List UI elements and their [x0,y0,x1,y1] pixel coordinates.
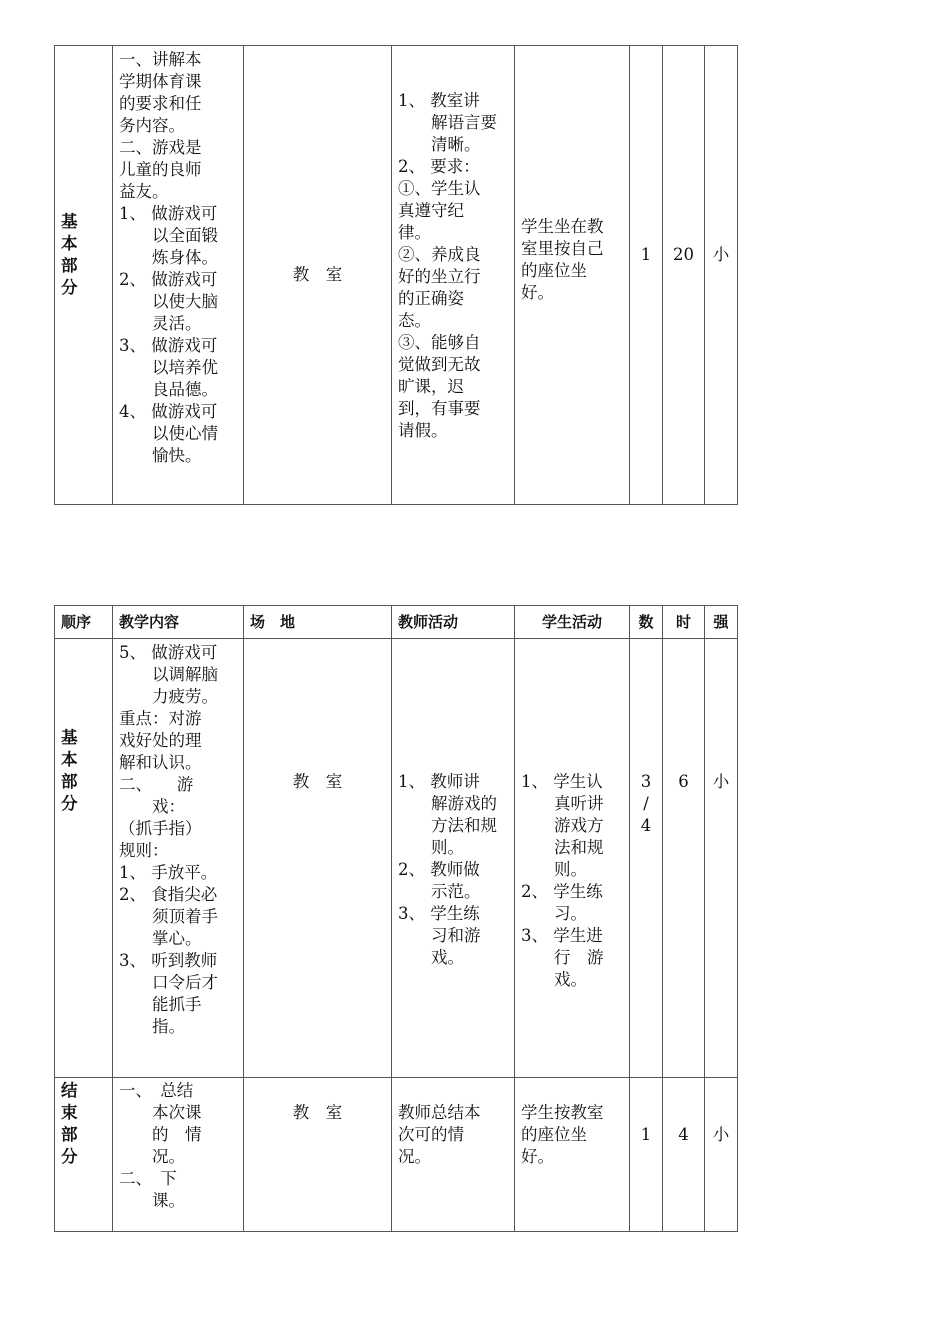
text-line: 行 游 [521,948,604,967]
text-line: 学生按教室 [521,1103,604,1122]
text-line: 分 [61,794,78,813]
text-line: 指。 [119,1017,185,1036]
text-line: 以培养优 [119,358,218,377]
text-line: 部 [61,256,78,275]
text-line: 请假。 [398,421,448,440]
text-line: 1、 教师讲 [398,772,480,791]
table-row [55,1078,738,1232]
text-line: 示范。 [398,882,481,901]
text-line: 1、 教室讲 [398,91,480,110]
text-line: 结 [61,1081,78,1100]
teacher-activity-cell [392,1078,515,1232]
text-line: 本 [61,750,78,769]
text-line: 方法和规 [398,816,497,835]
text-line: 2、 学生练 [521,882,603,901]
intensity-text: 小 [712,772,730,791]
text-line: 一、讲解本 [119,50,202,69]
text-line: 律。 [398,223,431,242]
text-line: 清晰。 [398,135,481,154]
content-cell [113,639,244,1078]
text-line: 戏： [119,797,185,816]
text-line: 则。 [521,860,587,879]
time-cell [663,639,705,1078]
text-line: 以使心情 [119,424,218,443]
text-line: 3、 做游戏可 [119,336,218,355]
location-cell [244,46,392,505]
text-line: 解游戏的 [398,794,497,813]
text-line: 2、 做游戏可 [119,270,218,289]
text-line: 课。 [119,1191,185,1210]
header-teacher-activity: 教师活动 [392,606,515,639]
text-line: 1、 做游戏可 [119,204,218,223]
text-line: 本次课 [119,1103,202,1122]
header-time: 时 [663,606,705,639]
location-text: 教 室 [292,772,343,791]
teacher-activity-cell [392,639,515,1078]
text-line: 能抓手 [119,995,202,1014]
text-line: 的正确姿 [398,289,464,308]
student-activity-cell [515,46,630,505]
text-line: 到，有事要 [398,399,481,418]
text-line: 愉快。 [119,446,202,465]
text-line: 的座位坐 [521,261,587,280]
text-line: 习和游 [398,926,481,945]
lesson-table-1 [54,45,738,505]
text-line: 室里按自己 [521,239,604,258]
text-line: 良品德。 [119,380,218,399]
text-line: 一、 总结 [119,1081,194,1100]
text-line: 真听讲 [521,794,604,813]
text-line: 4 [640,816,652,835]
text-line: 炼身体。 [119,248,218,267]
time-text: 6 [678,772,689,791]
text-line: 本 [61,234,78,253]
text-line: （抓手指） [119,819,202,838]
text-line: 规则： [119,841,169,860]
table-row [55,46,738,505]
text-line: 3 [640,772,652,791]
text-line: 1 [640,1125,652,1144]
text-line: ②、养成良 [398,245,481,264]
header-intensity: 强 [705,606,738,639]
text-line: 学期体育课 [119,72,202,91]
text-line: 况。 [119,1147,185,1166]
text-line: 解和认识。 [119,753,202,772]
text-line: 戏。 [521,970,587,989]
text-line: 5、 做游戏可 [119,643,218,662]
section-label [55,639,113,1078]
lesson-table-2 [54,605,738,1232]
text-line: 分 [61,1147,78,1166]
text-line: 部 [61,772,78,791]
text-line: 次可的情 [398,1125,464,1144]
text-line: 3、 学生进 [521,926,603,945]
header-content: 教学内容 [113,606,244,639]
text-line: 2、 食指尖必 [119,885,218,904]
intensity-cell [705,1078,738,1232]
text-line: 则。 [398,838,464,857]
header-order: 顺序 [55,606,113,639]
student-activity-cell [515,639,630,1078]
text-line: 3、 学生练 [398,904,480,923]
text-line: 灵活。 [119,314,202,333]
text-line: 2、 要求： [398,157,480,176]
text-line: 力疲劳。 [119,687,218,706]
table-row [55,639,738,1078]
content-cell [113,1078,244,1232]
location-cell [244,639,392,1078]
text-line: 基 [61,728,78,747]
text-line: 旷课，迟 [398,377,464,396]
text-line: 的 情 [119,1125,202,1144]
location-cell [244,1078,392,1232]
text-line: 1、 手放平。 [119,863,218,882]
header-location: 场 地 [244,606,392,639]
text-line: 解语言要 [398,113,497,132]
text-line: 二、 下 [119,1169,177,1188]
teacher-activity-cell [392,46,515,505]
text-line: 游戏方 [521,816,604,835]
text-line: 好。 [521,1147,554,1166]
text-line: 3、 听到教师 [119,951,218,970]
text-line: 的座位坐 [521,1125,587,1144]
text-line: 基 [61,212,78,231]
text-line: ③、能够自 [398,333,481,352]
text-line: 学生坐在教 [521,217,604,236]
text-line: 戏。 [398,948,464,967]
time-text: 4 [678,1125,689,1144]
intensity-cell [705,46,738,505]
section-label [55,1078,113,1232]
text-line: ①、学生认 [398,179,481,198]
student-activity-cell [515,1078,630,1232]
text-line: 好。 [521,283,554,302]
text-line: / [643,794,649,813]
text-line: 须顶着手 [119,907,218,926]
intensity-text: 小 [712,1125,730,1144]
text-line: 教师总结本 [398,1103,481,1122]
time-cell [663,1078,705,1232]
count-cell [630,1078,663,1232]
text-line: 1 [640,245,652,264]
text-line: 的要求和任 [119,94,202,113]
text-line: 以全面锻 [119,226,218,245]
intensity-cell [705,639,738,1078]
header-count: 数 [630,606,663,639]
text-line: 法和规 [521,838,604,857]
text-line: 益友。 [119,182,169,201]
text-line: 以使大脑 [119,292,218,311]
text-line: 二、 游 [119,775,194,794]
count-cell [630,46,663,505]
text-line: 戏好处的理 [119,731,202,750]
content-cell [113,46,244,505]
text-line: 2、 教师做 [398,860,480,879]
text-line: 好的坐立行 [398,267,481,286]
location-text: 教 室 [292,265,343,284]
section-label [55,46,113,505]
text-line: 部 [61,1125,78,1144]
text-line: 掌心。 [119,929,202,948]
location-text: 教 室 [292,1103,343,1122]
text-line: 真遵守纪 [398,201,464,220]
text-line: 束 [61,1103,78,1122]
text-line: 重点：对游 [119,709,202,728]
text-line: 4、 做游戏可 [119,402,218,421]
text-line: 态。 [398,311,431,330]
text-line: 以调解脑 [119,665,218,684]
text-line: 况。 [398,1147,431,1166]
header-student-activity: 学生活动 [515,606,630,639]
text-line: 觉做到无故 [398,355,481,374]
text-line: 务内容。 [119,116,185,135]
time-text: 20 [673,245,694,264]
text-line: 1、 学生认 [521,772,603,791]
intensity-text: 小 [712,245,730,264]
text-line: 习。 [521,904,587,923]
text-line: 二、游戏是 [119,138,202,157]
count-cell [630,639,663,1078]
text-line: 分 [61,278,78,297]
header-row [55,606,738,639]
text-line: 儿童的良师 [119,160,202,179]
text-line: 口令后才 [119,973,218,992]
time-cell [663,46,705,505]
